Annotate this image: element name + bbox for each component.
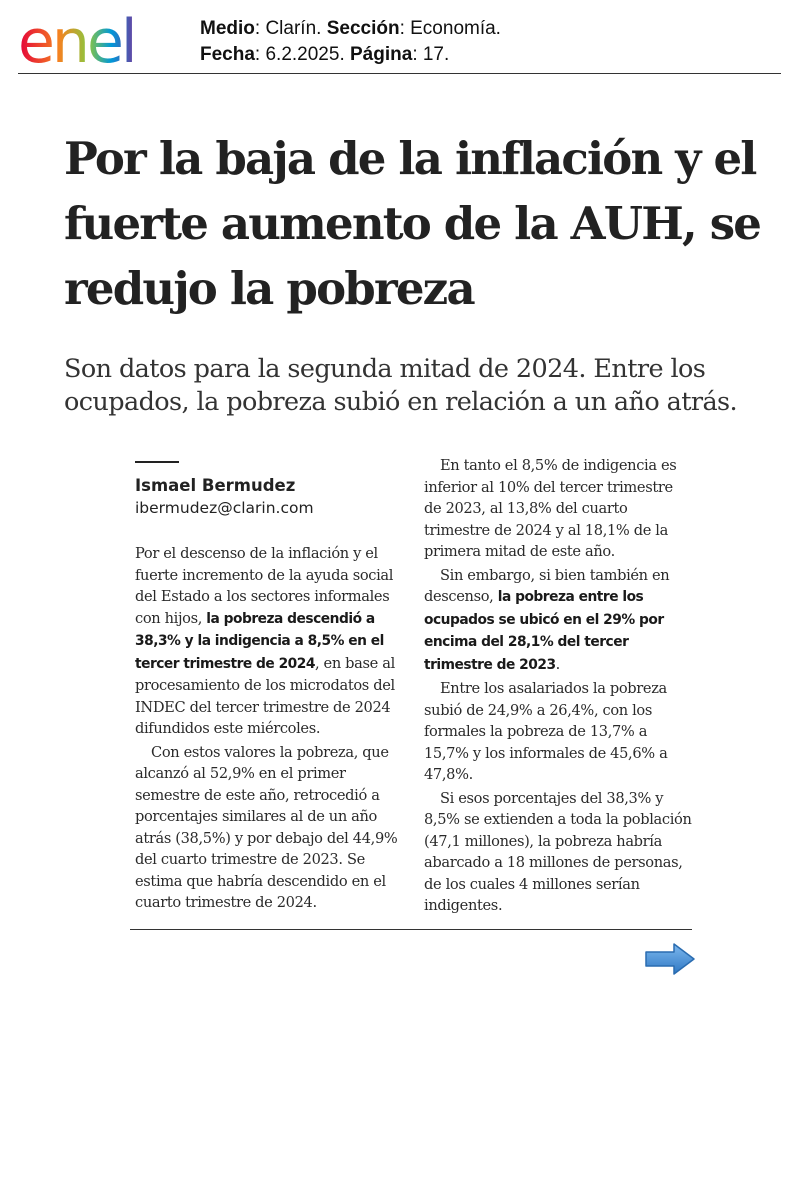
- article-headline: Por la baja de la inflación y el fuerte aumento de la AUH, se redujo la pobreza: [64, 132, 761, 315]
- paragraph-1-highlight: la pobreza descendió a 38,3% y la indigencia a 8,5% en el tercer trimestre de 2024: [135, 610, 384, 672]
- paragraph-5: Entre los asalariados la pobreza subió de 24,9% a 26,4%, con los formales la pobreza de 13,7% a 15,7% y los informales de 45,6% a 47,8%.: [424, 680, 668, 783]
- pagina-value: : 17.: [412, 44, 450, 65]
- paragraph-4: [424, 565, 692, 677]
- paragraph-4-highlight: la pobreza entre los ocupados se ubicó en el 29% por encima del 28,1% del tercer trimestre de 2023: [424, 589, 664, 673]
- enel-logo: [16, 10, 176, 70]
- paragraph-1: [135, 543, 403, 740]
- source-meta: [200, 16, 501, 68]
- fecha-value: : 6.2.2025.: [254, 44, 350, 65]
- svg-text:enel: enel: [18, 10, 135, 70]
- article-column-1: [135, 543, 403, 916]
- meta-line-2: [200, 42, 501, 68]
- paragraph-3: En tanto el 8,5% de indigencia es inferior al 10% del tercer trimestre de 2023, al 13,8% del cuarto trimestre de 2024 y al 18,1% de la primera mitad de este año.: [424, 457, 677, 560]
- meta-line-1: [200, 16, 501, 42]
- byline-divider: [135, 461, 179, 463]
- seccion-label: Sección: [326, 18, 400, 39]
- header-divider: [18, 73, 781, 74]
- paragraph-2: Con estos valores la pobreza, que alcanzó al 52,9% en el primer semestre de este año, retrocedió a porcentajes similares al de un año atrás (38,5%) y por debajo del 44,9% del cuarto trimestre de 2023. Se estima que habría descendido en el cuarto trimestre de 2024.: [135, 743, 398, 911]
- medio-label: Medio: [200, 18, 255, 39]
- fecha-label: Fecha: [200, 44, 255, 65]
- author-email: ibermudez@clarin.com: [135, 499, 314, 517]
- article-column-2: [424, 455, 692, 919]
- medio-value: : Clarín.: [254, 18, 327, 39]
- pagina-label: Página: [350, 44, 413, 65]
- seccion-value: : Economía.: [399, 18, 501, 39]
- arrow-right-icon[interactable]: [644, 942, 696, 976]
- paragraph-4-text-a: Sin embargo, si bien también en descenso,: [424, 566, 670, 605]
- paragraph-4-text-c: .: [555, 655, 560, 673]
- author-name: Ismael Bermudez: [135, 476, 296, 495]
- paragraph-6: Si esos porcentajes del 38,3% y 8,5% se extienden a toda la población (47,1 millones), la pobreza habría abarcado a 18 millones de personas, de los cuales 4 millones serían indigentes.: [424, 789, 692, 914]
- paragraph-1-text-c: , en base al procesamiento de los microdatos del INDEC del tercer trimestre de 2024 difundidos este miércoles.: [135, 654, 395, 737]
- article-subhead: Son datos para la segunda mitad de 2024. Entre los ocupados, la pobreza subió en relación a un año atrás.: [64, 354, 738, 417]
- article-bottom-divider: [130, 929, 692, 930]
- paragraph-1-text-a: Por el descenso de la inflación y el fuerte incremento de la ayuda social del Estado a los sectores informales con hijos,: [135, 545, 394, 627]
